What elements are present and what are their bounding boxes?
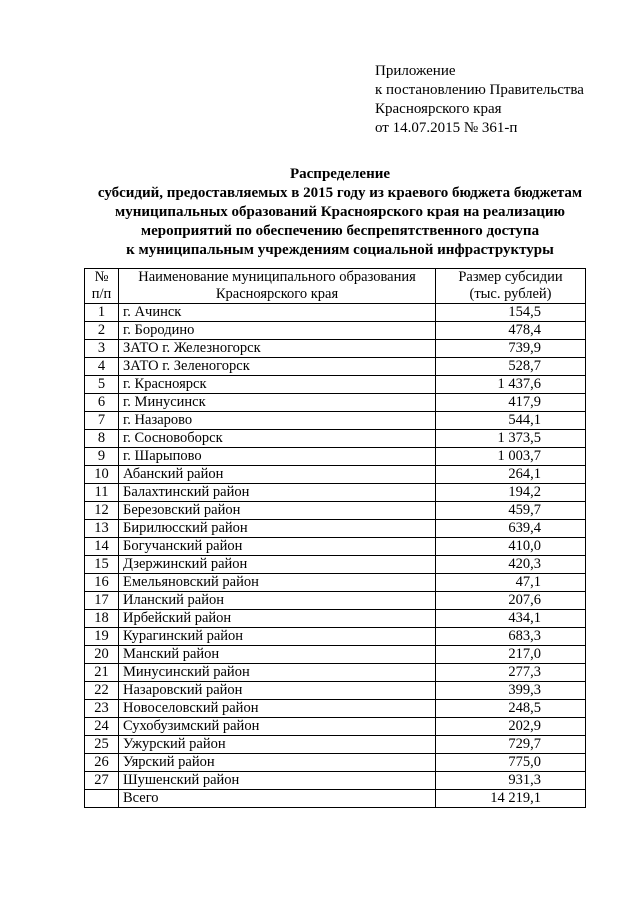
row-name: г. Сосновоборск [119, 430, 436, 448]
table-row [85, 736, 586, 754]
header-name-line2: Красноярского края [215, 286, 339, 302]
table-row [85, 610, 586, 628]
row-number: 3 [85, 340, 119, 358]
row-amount: 931,3 [436, 772, 586, 790]
header-num-line2: п/п [91, 286, 112, 302]
row-number [85, 790, 119, 808]
row-name: Уярский район [119, 754, 436, 772]
title-line: муниципальных образований Красноярского края на реализацию [115, 204, 565, 220]
header-amount [436, 269, 586, 304]
row-amount: 528,7 [436, 358, 586, 376]
table-row [85, 394, 586, 412]
row-amount: 1 437,6 [436, 376, 586, 394]
header-num-line1: № [94, 269, 109, 285]
row-number: 14 [85, 538, 119, 556]
row-name: Всего [119, 790, 436, 808]
table-row [85, 322, 586, 340]
annex-line: Приложение [375, 63, 456, 79]
row-name: Курагинский район [119, 628, 436, 646]
row-name: Минусинский район [119, 664, 436, 682]
row-number: 6 [85, 394, 119, 412]
row-name: г. Назарово [119, 412, 436, 430]
table-row [85, 448, 586, 466]
table-row [85, 700, 586, 718]
row-number: 12 [85, 502, 119, 520]
table-row [85, 718, 586, 736]
row-amount: 207,6 [436, 592, 586, 610]
table-total-row [85, 790, 586, 808]
row-name: Березовский район [119, 502, 436, 520]
row-name: Сухобузимский район [119, 718, 436, 736]
row-name: Балахтинский район [119, 484, 436, 502]
title-line: Распределение [289, 166, 391, 182]
table-header-row [85, 269, 586, 304]
table-body [85, 304, 586, 808]
row-name: ЗАТО г. Железногорск [119, 340, 436, 358]
annex-block [375, 62, 584, 138]
row-amount: 1 373,5 [436, 430, 586, 448]
row-amount: 277,3 [436, 664, 586, 682]
row-number: 25 [85, 736, 119, 754]
row-name: г. Ачинск [119, 304, 436, 322]
row-name: Богучанский район [119, 538, 436, 556]
row-amount: 459,7 [436, 502, 586, 520]
annex-line: к постановлению Правительства [375, 82, 584, 98]
row-amount: 399,3 [436, 682, 586, 700]
row-name: Дзержинский район [119, 556, 436, 574]
row-name: Манский район [119, 646, 436, 664]
table-row [85, 628, 586, 646]
header-name [119, 269, 436, 304]
row-amount: 544,1 [436, 412, 586, 430]
header-name-line1: Наименование муниципального образования [138, 269, 416, 285]
row-number: 27 [85, 772, 119, 790]
row-name: Назаровский район [119, 682, 436, 700]
row-amount: 202,9 [436, 718, 586, 736]
row-number: 9 [85, 448, 119, 466]
row-name: г. Бородино [119, 322, 436, 340]
row-amount: 14 219,1 [436, 790, 586, 808]
row-number: 1 [85, 304, 119, 322]
row-number: 5 [85, 376, 119, 394]
table-row [85, 502, 586, 520]
header-amount-line2: (тыс. рублей) [469, 286, 552, 302]
row-name: Абанский район [119, 466, 436, 484]
table-row [85, 358, 586, 376]
row-amount: 417,9 [436, 394, 586, 412]
row-number: 10 [85, 466, 119, 484]
row-amount: 47,1 [436, 574, 586, 592]
row-number: 26 [85, 754, 119, 772]
header-amount-line1: Размер субсидии [458, 269, 563, 285]
row-number: 23 [85, 700, 119, 718]
table-row [85, 664, 586, 682]
table-row [85, 376, 586, 394]
row-name: Ужурский район [119, 736, 436, 754]
table-row [85, 772, 586, 790]
table-row [85, 304, 586, 322]
header-num [85, 269, 119, 304]
row-amount: 264,1 [436, 466, 586, 484]
row-number: 21 [85, 664, 119, 682]
row-number: 19 [85, 628, 119, 646]
table-row [85, 538, 586, 556]
row-name: Шушенский район [119, 772, 436, 790]
table-row [85, 520, 586, 538]
row-amount: 639,4 [436, 520, 586, 538]
row-number: 4 [85, 358, 119, 376]
document-title [60, 165, 620, 260]
row-number: 7 [85, 412, 119, 430]
table-row [85, 682, 586, 700]
table-row [85, 556, 586, 574]
row-number: 22 [85, 682, 119, 700]
row-amount: 1 003,7 [436, 448, 586, 466]
title-line: мероприятий по обеспечению беспрепятственного доступа [140, 223, 540, 239]
row-amount: 729,7 [436, 736, 586, 754]
row-amount: 410,0 [436, 538, 586, 556]
table-row [85, 430, 586, 448]
row-number: 2 [85, 322, 119, 340]
row-number: 17 [85, 592, 119, 610]
row-number: 16 [85, 574, 119, 592]
row-amount: 154,5 [436, 304, 586, 322]
row-number: 15 [85, 556, 119, 574]
row-amount: 683,3 [436, 628, 586, 646]
table-row [85, 412, 586, 430]
row-number: 13 [85, 520, 119, 538]
row-number: 11 [85, 484, 119, 502]
row-number: 24 [85, 718, 119, 736]
table-row [85, 574, 586, 592]
row-amount: 434,1 [436, 610, 586, 628]
row-amount: 248,5 [436, 700, 586, 718]
row-name: Новоселовский район [119, 700, 436, 718]
title-line: к муниципальным учреждениям социальной инфраструктуры [126, 242, 554, 258]
row-name: ЗАТО г. Зеленогорск [119, 358, 436, 376]
row-amount: 420,3 [436, 556, 586, 574]
title-line: субсидий, предоставляемых в 2015 году из краевого бюджета бюджетам [97, 185, 583, 201]
row-amount: 478,4 [436, 322, 586, 340]
subsidy-table [84, 268, 586, 808]
row-name: Бирилюсский район [119, 520, 436, 538]
row-amount: 775,0 [436, 754, 586, 772]
table-row [85, 592, 586, 610]
row-amount: 217,0 [436, 646, 586, 664]
row-number: 18 [85, 610, 119, 628]
table-row [85, 646, 586, 664]
row-name: г. Шарыпово [119, 448, 436, 466]
table-row [85, 466, 586, 484]
row-number: 20 [85, 646, 119, 664]
row-amount: 194,2 [436, 484, 586, 502]
row-name: г. Минусинск [119, 394, 436, 412]
table-row [85, 340, 586, 358]
annex-line: Красноярского края [375, 101, 502, 117]
row-name: Ирбейский район [119, 610, 436, 628]
row-amount: 739,9 [436, 340, 586, 358]
row-number: 8 [85, 430, 119, 448]
row-name: Емельяновский район [119, 574, 436, 592]
annex-line: от 14.07.2015 № 361-п [375, 120, 518, 136]
table-row [85, 484, 586, 502]
table-row [85, 754, 586, 772]
row-name: г. Красноярск [119, 376, 436, 394]
row-name: Иланский район [119, 592, 436, 610]
